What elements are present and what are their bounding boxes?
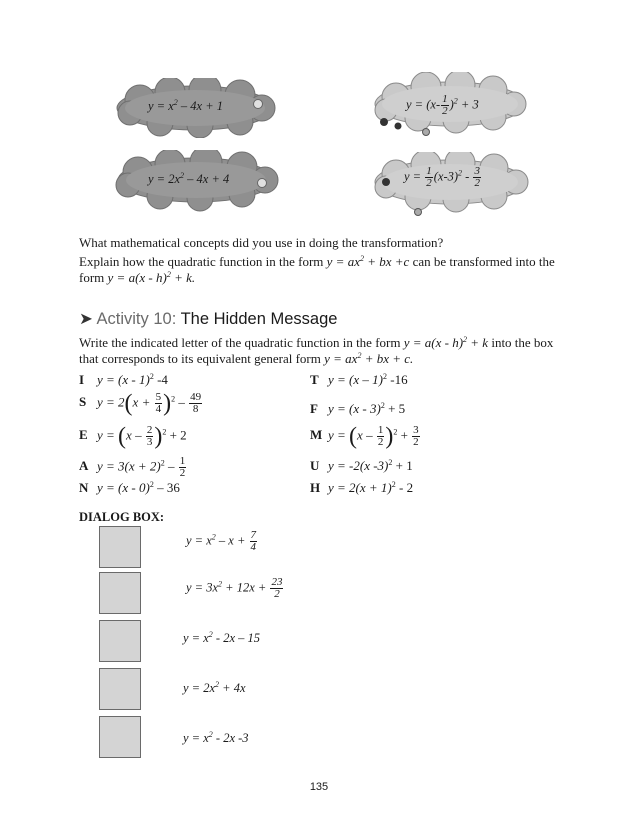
cloud-3: [110, 150, 282, 212]
item-U: U y = -2(x -3)$^2$ + 1: [310, 458, 413, 473]
question-concepts: What mathematical concepts did you use in doing the transformation?: [79, 235, 444, 250]
cloud-2: [368, 72, 528, 142]
item-F: F y = (x - 3)$^2$ + 5: [310, 401, 406, 416]
dialog-equation-5: $y = x^2 - 2x$ -3: [183, 730, 249, 745]
dialog-equation-2: $y = 3x^2 + 12x$ + $\frac{23}{2}$: [186, 576, 283, 600]
cloud-1-equation: $y = x^2 - 4x + 1$: [148, 98, 224, 113]
dialog-equation-3: $y = x^2 - 2x - 15$: [183, 630, 260, 645]
answer-box-1[interactable]: [99, 526, 141, 568]
dialog-box-label: DIALOG BOX:: [79, 510, 165, 524]
item-A: A $y = 3(x + 2)^2$ – $\frac{1}{2}$: [79, 455, 186, 479]
cloud-2-equation: y = (x- $\frac{1}{2}$ )$^2$ + 3: [406, 93, 479, 117]
page-number: 135: [309, 781, 329, 793]
answer-box-3[interactable]: [99, 620, 141, 662]
item-N: N y = (x - 0)$^2$ – 36: [79, 480, 180, 495]
answer-box-2[interactable]: [99, 572, 141, 614]
item-H: H $y = 2(x + 1)^2 - 2$: [310, 480, 414, 495]
cloud-3-equation: $y = 2x^2 - 4x + 4$: [148, 171, 230, 186]
item-E: E y = (x – $\frac{2}{3}$ )$^2$ + 2: [79, 423, 187, 450]
activity-heading: ➤ Activity 10: The Hidden Message: [79, 310, 338, 328]
arrow-icon: ➤: [79, 310, 93, 328]
question-explain: Explain how the quadratic function in the form $y = ax^2$ + bx +c can be transformed into the form y = a(x - h)$^2$ + k.: [79, 254, 555, 285]
dialog-equation-4: $y = 2x^2 + 4x$: [183, 680, 246, 695]
answer-box-4[interactable]: [99, 668, 141, 710]
item-M: M y = (x – $\frac{1}{2}$ )$^2$ + $\frac{3}{2}$: [310, 423, 419, 450]
cloud-4: [368, 152, 530, 222]
cloud-1: [110, 78, 280, 138]
item-I: I y = (x - 1)$^2$ -4: [79, 372, 168, 387]
answer-box-5[interactable]: [99, 716, 141, 758]
dialog-equation-1: $y = x^2 - x$ + $\frac{7}{4}$: [186, 529, 257, 553]
item-T: T y = (x – 1)$^2$ -16: [310, 372, 408, 387]
activity-instruction: Write the indicated letter of the quadratic function in the form y = a(x - h)$^2$ + k into the box that corresponds to its equivalent general form $y = ax^2$ + bx + c.: [79, 335, 554, 366]
cloud-4-equation: y = $\frac{1}{2}$ $(x-3)^2$ - $\frac{3}{2}$: [404, 165, 480, 189]
item-S: S y = 2(x + $\frac{5}{4}$ )$^2$ – $\frac{49}{8}$: [79, 390, 202, 417]
